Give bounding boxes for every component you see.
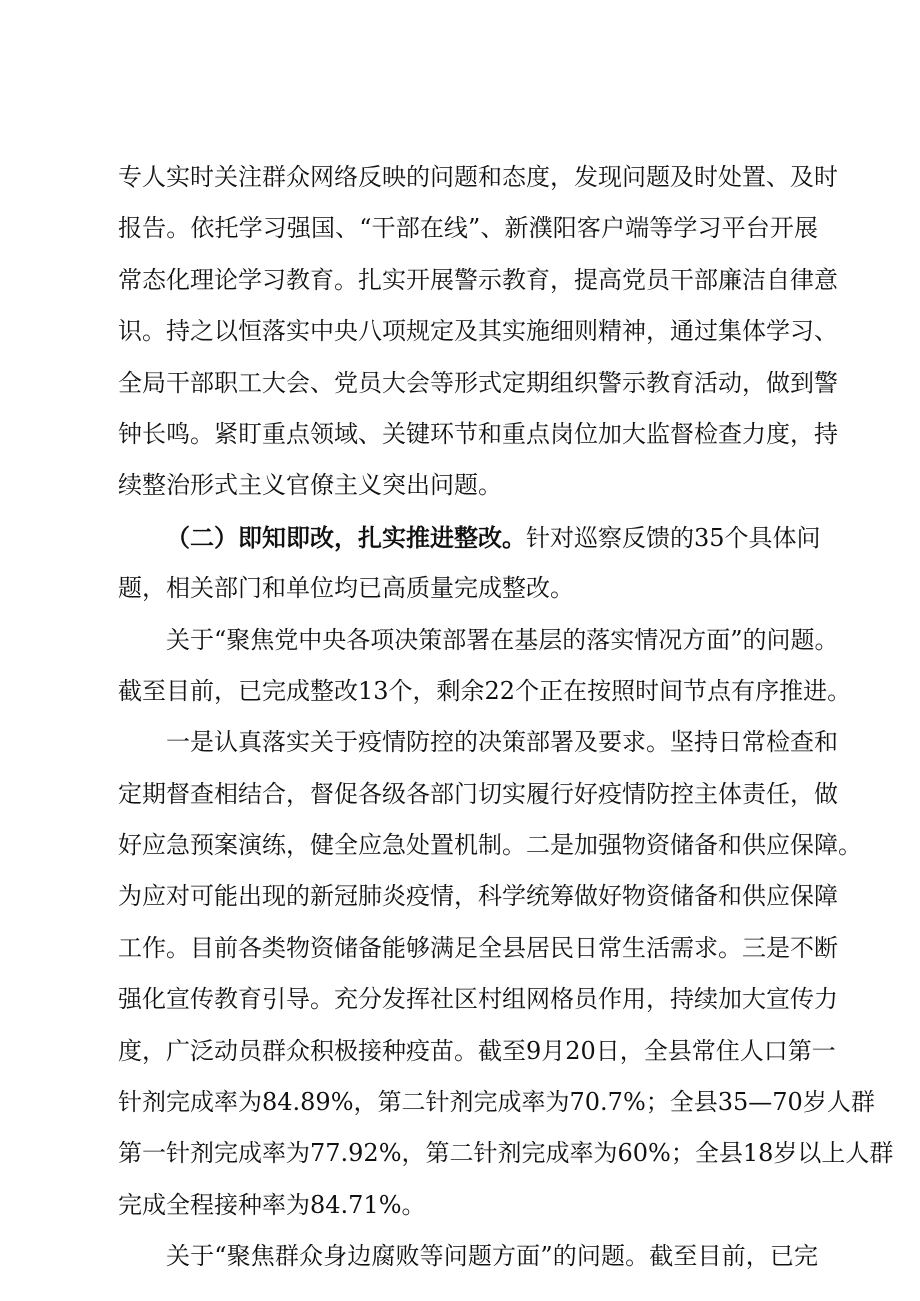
paragraph-line: 钟长鸣。紧盯重点领域、关键环节和重点岗位加大监督检查力度，持 <box>118 419 838 448</box>
paragraph-line: 为应对可能出现的新冠肺炎疫情，科学统筹做好物资储备和供应保障 <box>118 882 838 911</box>
paragraph-line: 专人实时关注群众网络反映的问题和态度，发现问题及时处置、及时 <box>118 163 838 191</box>
paragraph-line: 工作。目前各类物资储备能够满足全县居民日常生活需求。三是不断 <box>118 933 838 962</box>
paragraph-line: 续整治形式主义官僚主义突出问题。 <box>118 471 502 500</box>
paragraph-line: 识。持之以恒落实中央八项规定及其实施细则精神，通过集体学习、 <box>118 317 838 346</box>
paragraph-line: 截至目前，已完成整改13个，剩余22个正在按照时间节点有序推进。 <box>118 676 852 705</box>
paragraph-line: 度，广泛动员群众积极接种疫苗。截至9月20日，全县常住人口第一 <box>118 1036 836 1065</box>
paragraph-line: 完成全程接种率为84.71%。 <box>118 1190 426 1219</box>
paragraph-line: 针剂完成率为84.89%，第二针剂完成率为70.7%；全县35—70岁人群 <box>118 1088 875 1117</box>
section-heading-rest: 针对巡察反馈的35个具体问 <box>526 523 821 552</box>
paragraph-line: 一是认真落实关于疫情防控的决策部署及要求。坚持日常检查和 <box>166 728 838 757</box>
paragraph-line: 报告。依托学习强国、“干部在线”、新濮阳客户端等学习平台开展 <box>118 214 818 243</box>
paragraph-line: 第一针剂完成率为77.92%，第二针剂完成率为60%；全县18岁以上人群 <box>118 1139 894 1168</box>
paragraph-line: 定期督查相结合，督促各级各部门切实履行好疫情防控主体责任，做 <box>118 779 838 808</box>
document-body <box>118 152 894 1283</box>
section-heading: （二）即知即改，扎实推进整改。 <box>166 522 526 552</box>
paragraph-line: 题，相关部门和单位均已高质量完成整改。 <box>118 574 574 603</box>
paragraph-line: 关于“聚焦群众身边腐败等问题方面”的问题。截至目前，已完 <box>166 1242 818 1271</box>
paragraph-line: 强化宣传教育引导。充分发挥社区村组网格员作用，持续加大宣传力 <box>118 985 838 1014</box>
paragraph-line: 全局干部职工大会、党员大会等形式定期组织警示教育活动，做到警 <box>118 368 838 397</box>
paragraph-line: 关于“聚焦党中央各项决策部署在基层的落实情况方面”的问题。 <box>166 625 839 654</box>
paragraph-line: 好应急预案演练，健全应急处置机制。二是加强物资储备和供应保障。 <box>118 831 862 860</box>
section-heading-line <box>118 512 821 563</box>
paragraph-line: 常态化理论学习教育。扎实开展警示教育，提高党员干部廉洁自律意 <box>118 265 838 294</box>
